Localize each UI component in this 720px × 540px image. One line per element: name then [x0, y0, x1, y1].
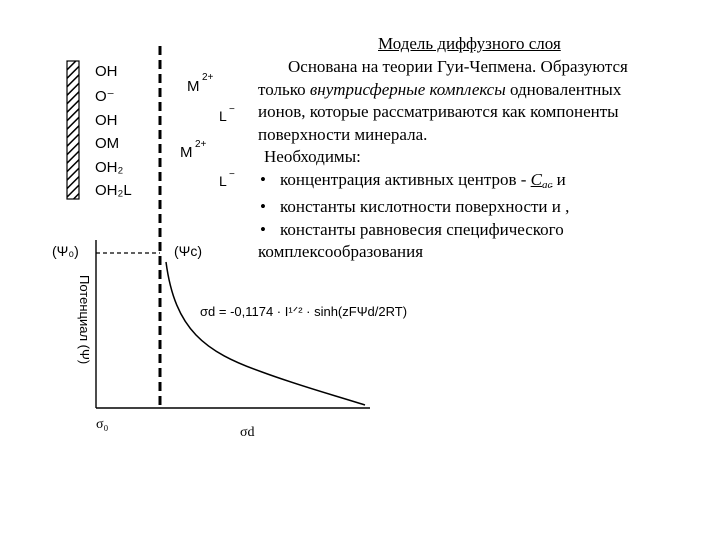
- inner-sphere-complexes-italic: внутрисферные комплексы: [309, 79, 506, 99]
- desc-line-2: [258, 79, 698, 102]
- bullet-item-equilibrium-constants: [258, 219, 698, 242]
- ion-l-1: L: [219, 108, 227, 124]
- mineral-surface: [67, 61, 79, 199]
- surface-group-oh2l: OH₂L: [95, 182, 132, 199]
- curve-start-label-psic: (Ψc): [174, 243, 203, 259]
- bullet-dot: •: [260, 219, 266, 239]
- bullet-dot: •: [260, 197, 266, 216]
- bullet-1-sub: ас: [542, 178, 553, 191]
- bullet-item-active-centers: [258, 169, 698, 197]
- needed-heading: Необходимы:: [264, 147, 361, 166]
- model-description: [258, 56, 698, 264]
- surface-groups: [95, 63, 132, 199]
- bullet-1-symbol: [531, 170, 553, 189]
- ion-m-2-charge: 2+: [195, 139, 207, 150]
- bullet-3-text: константы равновесия специфического: [280, 219, 564, 239]
- potential-chart: [52, 240, 407, 440]
- bullet-2-text: константы кислотности поверхности и ,: [280, 197, 570, 216]
- bullet-1-sym: С: [530, 169, 542, 189]
- surface-group-oh-2: OH: [95, 112, 118, 129]
- ion-m-1-charge: 2+: [202, 72, 214, 83]
- bullet-1-post: и: [552, 169, 566, 189]
- bullet-item-acidity-constants: [258, 196, 698, 219]
- potential-decay-curve: [166, 262, 365, 405]
- surface-group-om: OM: [95, 135, 120, 152]
- solution-ions: [180, 72, 235, 189]
- ion-l-2: L: [219, 173, 227, 189]
- desc-line-1-text: Основана на теории Гуи-Чепмена. Образуются: [288, 57, 628, 76]
- bullet-1-text: концентрация активных центров -: [280, 169, 531, 189]
- ion-m-1: M: [187, 78, 200, 95]
- formula-sigma-d: σd = -0,1174 · I¹ᐟ² · sinh(zFΨd/2RT): [200, 304, 408, 319]
- desc-last-line: комплексообразования: [258, 242, 424, 261]
- x-label-sigma0: σ₀: [96, 417, 109, 432]
- surface-group-o-minus: O⁻: [95, 88, 115, 105]
- surface-group-oh-1: OH: [95, 63, 118, 80]
- ion-l-2-charge: −: [229, 169, 235, 180]
- ion-l-1-charge: −: [229, 104, 235, 115]
- x-label-sigmad: σd: [240, 425, 255, 440]
- desc-line-1: [258, 56, 698, 79]
- y-tick-label-psi0: (Ψ₀): [52, 243, 79, 259]
- y-axis-label: Потенциал (Ψ): [77, 275, 92, 365]
- surface-group-oh2: OH₂: [95, 159, 124, 176]
- desc-line-3: ионов, которые рассматриваются как компоненты: [258, 102, 619, 121]
- desc-line-4: поверхности минерала.: [258, 124, 428, 144]
- desc-line-2-pre: только: [258, 79, 310, 99]
- ion-m-2: M: [180, 144, 193, 161]
- bullet-dot: •: [260, 169, 266, 189]
- slide-title: Модель диффузного слоя: [378, 34, 561, 53]
- desc-line-2-post: одновалентных: [505, 79, 622, 99]
